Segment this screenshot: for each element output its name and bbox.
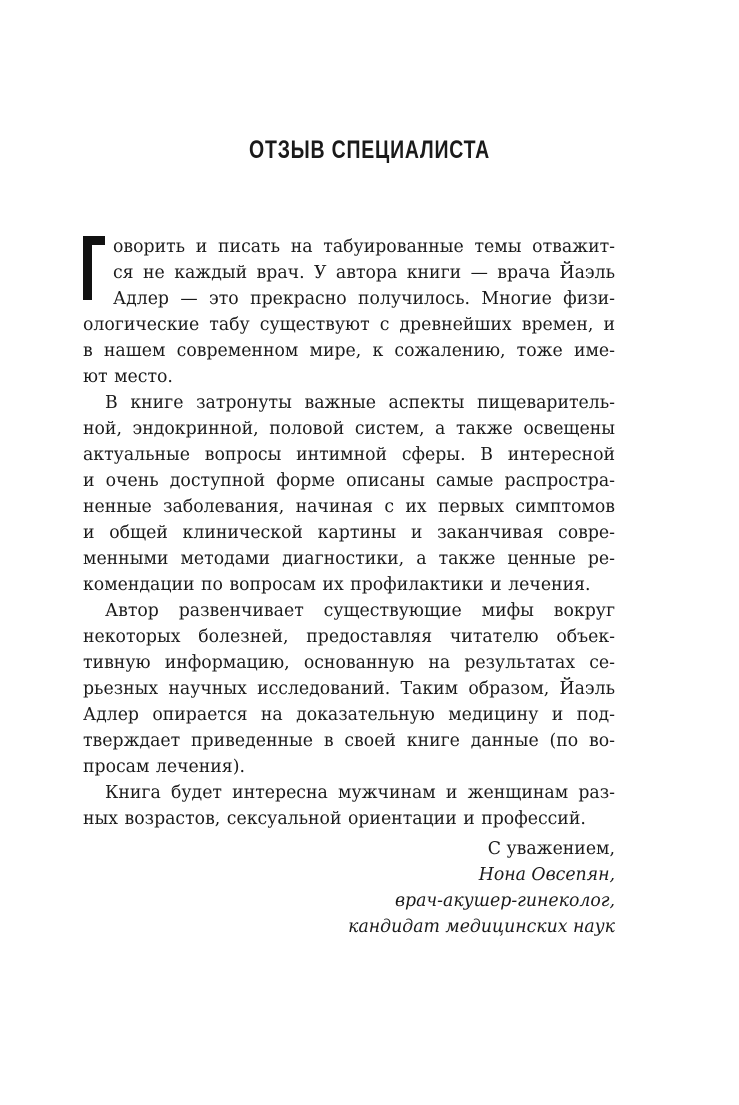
signature-position: врач-акушер-гинеколог, [395,891,615,911]
page-title: ОТЗЫВ СПЕЦИАЛИСТА [249,136,490,164]
dropcap-letter-g [83,236,105,300]
text-line: Книга будет интересна мужчинам и женщинам раз- [105,783,615,803]
text-line: рьезных научных исследований. Таким образом, Йаэль [83,679,615,699]
text-line: Автор развенчивает существующие мифы вокруг [105,601,615,621]
text-line: Адлер опирается на доказательную медицину и под- [83,705,615,725]
text-line: в нашем современном мире, к сожалению, тоже име- [83,341,615,361]
signature-degree: кандидат медицинских наук [348,917,615,937]
first-paragraph-opening [113,234,615,312]
text-line: тверждает приведенные в своей книге данные (по во- [83,731,615,751]
text-line: и очень доступной форме описаны самые распростра- [83,471,615,491]
text-line: Адлер — это прекрасно получилось. Многие физи- [113,289,615,309]
text-line: ологические табу существуют с древнейших времен, и [83,315,615,335]
text-line: ных возрастов, сексуальной ориентации и профессий. [83,809,586,829]
text-line: некоторых болезней, предоставляя читателю объек- [83,627,615,647]
signature-block [348,836,615,940]
text-line: комендации по вопросам их профилактики и лечения. [83,575,591,595]
text-line: ной, эндокринной, половой систем, а также освещены [83,419,615,439]
text-line: просам лечения). [83,757,245,777]
text-line: оворить и писать на табуированные темы отважит- [113,237,615,257]
body-text [83,312,615,832]
signature-name: Нона Овсепян, [478,865,615,885]
text-line: актуальные вопросы интимной сферы. В интересной [83,445,615,465]
text-line: менными методами диагностики, а также ценные ре- [83,549,615,569]
text-line: и общей клинической картины и заканчивая совре- [83,523,615,543]
text-line: тивную информацию, основанную на результатах се- [83,653,615,673]
text-line: ненные заболевания, начиная с их первых симптомов [83,497,615,517]
text-line: В книге затронуты важные аспекты пищеваритель- [105,393,615,413]
text-line: ют место. [83,367,173,387]
text-line: ся не каждый врач. У автора книги — врача Йаэль [113,263,615,283]
signature-greeting: С уважением, [487,839,615,859]
